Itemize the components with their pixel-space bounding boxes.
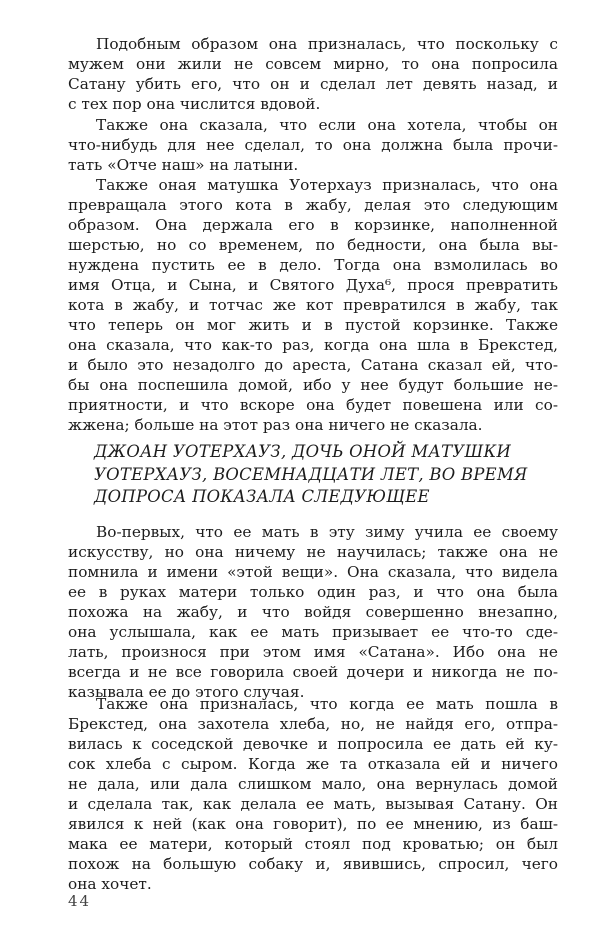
text-line: что-нибудь для нее сделал, то она должна была прочи- [68,136,558,154]
text-line: нуждена пустить ее в дело. Тогда она взмолилась во [68,256,558,274]
text-line: сок хлеба с сыром. Когда же та отказала ей и ничего [68,755,558,773]
heading-line: УОТЕРХАУЗ, ВОСЕМНАДЦАТИ ЛЕТ, ВО ВРЕМЯ [94,464,528,484]
text-line: и сделала так, как делала ее мать, вызывая Сатану. Он [68,795,558,813]
text-line: вилась к соседской девочке и попросила ее дать ей ку- [68,735,558,753]
text-line: образом. Она держала его в корзинке, наполненной [68,216,558,234]
paragraph-widow [68,34,558,114]
text-line: казывала ее до этого случая. [68,683,305,701]
text-line: лать, произнося при этом имя «Сатана». Ибо она не [68,643,558,661]
section-heading [94,441,534,509]
text-line: ее в руках матери только один раз, и что она была [68,583,558,601]
text-line: Подобным образом она призналась, что поскольку с [96,35,558,53]
text-line: с тех пор она числится вдовой. [68,95,321,113]
heading-line: ДЖОАН УОТЕРХАУЗ, ДОЧЬ ОНОЙ МАТУШКИ [94,442,512,461]
text-line: Также она сказала, что если она хотела, чтобы он [96,116,558,134]
paragraph-daughter-first [68,522,558,702]
text-line: Также она призналась, что когда ее мать пошла в [96,695,558,713]
text-line: помнила и имени «этой вещи». Она сказала, что видела [68,563,558,581]
text-line: явился к ней (как она говорит), по ее мнению, из баш- [68,815,558,833]
text-line: шерстью, но со временем, по бедности, она была вы- [68,236,558,254]
text-line: и было это незадолго до ареста, Сатана сказал ей, что- [68,356,558,374]
text-line: искусству, но она ничему не научилась; также она не [68,543,558,561]
text-line: не дала, или дала слишком мало, она вернулась домой [68,775,558,793]
text-line: жжена; больше на этот раз она ничего не сказала. [68,416,483,434]
text-line: она сказала, что как-то раз, когда она шла в Брекстед, [68,336,558,354]
text-line: имя Отца, и Сына, и Святого Духа⁶, прося превратить [68,276,558,294]
text-line: похож на большую собаку и, явившись, спросил, чего [68,855,558,873]
text-line: она хочет. [68,875,152,893]
text-line: тать «Отче наш» на латыни. [68,156,299,174]
text-line: мужем они жили не совсем мирно, то она попросила [68,55,558,73]
text-line: приятности, и что вскоре она будет повешена или со- [68,396,558,414]
text-line: мака ее матери, который стоял под кроватью; он был [68,835,558,853]
text-line: Во-первых, что ее мать в эту зиму учила ее своему [96,523,558,541]
text-line: кота в жабу, и тотчас же кот превратился в жабу, так [68,296,558,314]
text-line: бы она поспешила домой, ибо у нее будут большие не- [68,376,558,394]
text-line: Брекстед, она захотела хлеба, но, не найдя его, отпра- [68,715,558,733]
text-line: она услышала, как ее мать призывает ее что-то сде- [68,623,558,641]
text-line: похожа на жабу, и что войдя совершенно внезапно, [68,603,558,621]
text-line: всегда и не все говорила своей дочери и никогда не по- [68,663,558,681]
text-line: что теперь он мог жить и в пустой корзинке. Также [68,316,558,334]
paragraph-cat-toad [68,175,558,435]
heading-line: ДОПРОСА ПОКАЗАЛА СЛЕДУЮЩЕЕ [94,487,430,506]
text-line: Сатану убить его, что он и сделал лет девять назад, и [68,75,558,93]
paragraph-prayer [68,115,558,175]
text-line: превращала этого кота в жабу, делая это следующим [68,196,558,214]
paragraph-daughter-second [68,694,558,894]
page-number: 44 [68,892,92,910]
text-line: Также оная матушка Уотерхауз призналась, что она [96,176,558,194]
